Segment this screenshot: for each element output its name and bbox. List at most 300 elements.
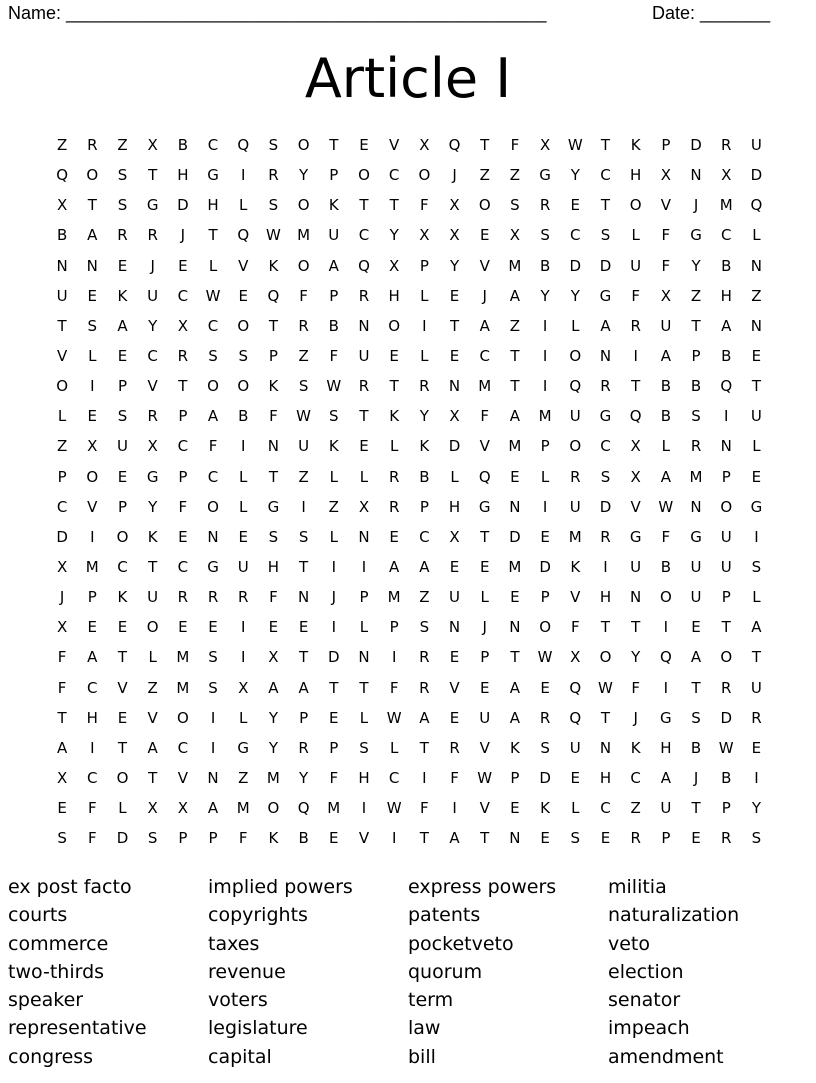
grid-letter[interactable]: E — [691, 829, 701, 848]
grid-letter[interactable]: Q — [629, 407, 642, 426]
grid-letter[interactable]: K — [268, 256, 279, 275]
grid-letter[interactable]: B — [419, 467, 430, 486]
grid-letter[interactable]: O — [388, 316, 401, 335]
grid-letter[interactable]: R — [388, 467, 400, 486]
grid-letter[interactable]: R — [630, 829, 641, 848]
grid-letter[interactable]: Q — [267, 286, 280, 305]
grid-letter[interactable]: R — [630, 316, 641, 335]
grid-letter[interactable]: D — [448, 437, 461, 456]
grid-letter[interactable]: X — [449, 196, 460, 215]
grid-letter[interactable]: G — [750, 497, 763, 516]
grid-letter[interactable]: A — [509, 407, 521, 426]
grid-letter[interactable]: Q — [358, 256, 370, 275]
grid-letter[interactable]: E — [389, 527, 399, 546]
grid-letter[interactable]: I — [241, 166, 246, 185]
grid-letter[interactable]: N — [448, 377, 461, 396]
grid-letter[interactable]: F — [420, 799, 429, 818]
grid-letter[interactable]: S — [57, 829, 67, 848]
grid-letter[interactable]: L — [359, 618, 369, 637]
grid-letter[interactable]: W — [265, 226, 281, 245]
grid-letter[interactable]: J — [180, 226, 186, 245]
grid-letter[interactable]: S — [298, 527, 309, 546]
grid-letter[interactable]: F — [269, 407, 278, 426]
grid-letter[interactable]: R — [721, 136, 732, 155]
grid-letter[interactable]: G — [629, 527, 642, 546]
grid-letter[interactable]: P — [691, 347, 701, 366]
grid-letter[interactable]: C — [207, 316, 219, 335]
grid-letter[interactable]: P — [540, 437, 550, 456]
grid-letter[interactable]: Q — [237, 136, 250, 155]
grid-letter[interactable]: B — [721, 769, 732, 788]
grid-letter[interactable]: X — [660, 166, 671, 185]
grid-letter[interactable]: Q — [659, 648, 672, 667]
grid-letter[interactable]: U — [116, 437, 128, 456]
grid-letter[interactable]: G — [146, 196, 159, 215]
grid-letter[interactable]: S — [691, 708, 701, 727]
grid-letter[interactable]: T — [148, 769, 158, 788]
grid-letter[interactable]: I — [663, 678, 669, 697]
grid-letter[interactable]: M — [568, 527, 582, 546]
grid-letter[interactable]: T — [389, 377, 399, 396]
grid-letter[interactable]: U — [569, 497, 581, 516]
grid-letter[interactable]: R — [358, 286, 370, 305]
grid-letter[interactable]: T — [389, 196, 399, 215]
grid-letter[interactable]: Z — [238, 769, 249, 788]
grid-letter[interactable]: C — [207, 467, 219, 486]
grid-letter[interactable]: S — [600, 226, 611, 245]
grid-letter[interactable]: N — [599, 738, 612, 757]
grid-letter[interactable]: Q — [750, 196, 763, 215]
grid-letter[interactable]: A — [419, 558, 430, 577]
grid-letter[interactable]: P — [87, 588, 97, 607]
grid-letter[interactable]: F — [299, 286, 308, 305]
grid-letter[interactable]: U — [237, 558, 249, 577]
grid-letter[interactable]: P — [117, 377, 127, 396]
grid-letter[interactable]: I — [361, 558, 367, 577]
grid-letter[interactable]: N — [509, 829, 521, 848]
grid-letter[interactable]: C — [117, 558, 128, 577]
grid-letter[interactable]: Y — [570, 286, 580, 305]
grid-letter[interactable]: B — [721, 347, 732, 366]
grid-letter[interactable]: V — [56, 347, 68, 366]
grid-letter[interactable]: T — [600, 196, 611, 215]
grid-letter[interactable]: P — [540, 588, 550, 607]
grid-letter[interactable]: Z — [509, 316, 521, 335]
grid-letter[interactable]: M — [508, 256, 522, 275]
grid-letter[interactable]: J — [452, 166, 457, 185]
grid-letter[interactable]: E — [117, 256, 128, 275]
grid-letter[interactable]: I — [422, 316, 427, 335]
grid-letter[interactable]: E — [178, 527, 188, 546]
grid-letter[interactable]: S — [208, 347, 218, 366]
grid-letter[interactable]: O — [237, 377, 250, 396]
grid-letter[interactable]: K — [419, 437, 430, 456]
grid-letter[interactable]: E — [479, 678, 490, 697]
grid-letter[interactable]: P — [299, 708, 309, 727]
grid-letter[interactable]: F — [661, 527, 671, 546]
grid-letter[interactable]: R — [298, 738, 309, 757]
grid-letter[interactable]: W — [567, 136, 583, 155]
grid-letter[interactable]: M — [508, 437, 522, 456]
grid-letter[interactable]: M — [176, 678, 190, 697]
grid-letter[interactable]: H — [660, 738, 672, 757]
grid-letter[interactable]: E — [268, 618, 279, 637]
grid-letter[interactable]: W — [658, 497, 674, 516]
grid-letter[interactable]: X — [660, 286, 671, 305]
grid-letter[interactable]: K — [389, 407, 400, 426]
grid-letter[interactable]: E — [510, 799, 520, 818]
grid-letter[interactable]: T — [691, 678, 701, 697]
grid-letter[interactable]: R — [449, 738, 460, 757]
grid-letter[interactable]: X — [358, 497, 370, 516]
grid-letter[interactable]: V — [479, 256, 490, 275]
grid-letter[interactable]: I — [331, 618, 336, 637]
grid-letter[interactable]: S — [751, 829, 762, 848]
grid-letter[interactable]: X — [509, 226, 521, 245]
grid-letter[interactable]: A — [690, 648, 702, 667]
grid-letter[interactable]: S — [117, 407, 128, 426]
grid-letter[interactable]: E — [540, 527, 550, 546]
grid-letter[interactable]: V — [87, 497, 98, 516]
grid-letter[interactable]: U — [479, 708, 491, 727]
grid-letter[interactable]: S — [540, 738, 550, 757]
grid-letter[interactable]: Y — [148, 497, 158, 516]
grid-letter[interactable]: R — [177, 347, 189, 366]
grid-letter[interactable]: C — [419, 527, 430, 546]
grid-letter[interactable]: F — [329, 769, 339, 788]
grid-letter[interactable]: V — [479, 799, 490, 818]
grid-letter[interactable]: U — [147, 588, 159, 607]
grid-letter[interactable]: T — [449, 316, 460, 335]
grid-letter[interactable]: K — [540, 799, 551, 818]
grid-letter[interactable]: C — [600, 437, 611, 456]
grid-letter[interactable]: O — [146, 618, 159, 637]
grid-letter[interactable]: Z — [419, 588, 430, 607]
grid-letter[interactable]: O — [720, 648, 733, 667]
grid-letter[interactable]: U — [750, 407, 762, 426]
grid-letter[interactable]: L — [208, 256, 218, 275]
grid-letter[interactable]: P — [329, 286, 339, 305]
grid-letter[interactable]: E — [298, 618, 309, 637]
grid-letter[interactable]: G — [146, 467, 159, 486]
grid-letter[interactable]: A — [147, 738, 158, 757]
grid-letter[interactable]: L — [88, 347, 97, 366]
grid-letter[interactable]: T — [480, 527, 490, 546]
grid-letter[interactable]: C — [87, 678, 98, 697]
grid-letter[interactable]: T — [419, 738, 429, 757]
grid-letter[interactable]: X — [177, 799, 188, 818]
grid-letter[interactable]: C — [388, 166, 400, 185]
grid-letter[interactable]: S — [329, 407, 339, 426]
grid-letter[interactable]: J — [150, 256, 155, 275]
grid-letter[interactable]: T — [268, 316, 278, 335]
grid-letter[interactable]: T — [208, 226, 218, 245]
grid-letter[interactable]: E — [178, 618, 188, 637]
grid-letter[interactable]: K — [268, 377, 279, 396]
grid-letter[interactable]: O — [86, 166, 99, 185]
grid-letter[interactable]: F — [570, 618, 580, 637]
grid-letter[interactable]: T — [178, 377, 188, 396]
grid-letter[interactable]: A — [389, 558, 400, 577]
grid-letter[interactable]: B — [660, 407, 671, 426]
grid-letter[interactable]: X — [630, 437, 641, 456]
grid-letter[interactable]: G — [237, 738, 250, 757]
grid-letter[interactable]: I — [724, 407, 729, 426]
grid-letter[interactable]: E — [751, 347, 762, 366]
grid-letter[interactable]: B — [660, 377, 671, 396]
grid-letter[interactable]: V — [389, 136, 400, 155]
grid-letter[interactable]: O — [720, 497, 733, 516]
grid-letter[interactable]: P — [208, 829, 218, 848]
grid-letter[interactable]: X — [56, 769, 68, 788]
grid-letter[interactable]: I — [542, 377, 548, 396]
grid-letter[interactable]: F — [631, 286, 640, 305]
grid-letter[interactable]: Y — [268, 708, 278, 727]
grid-letter[interactable]: E — [449, 347, 460, 366]
grid-letter[interactable]: M — [297, 226, 311, 245]
grid-letter[interactable]: E — [751, 467, 762, 486]
grid-letter[interactable]: T — [359, 196, 369, 215]
grid-letter[interactable]: D — [116, 829, 129, 848]
grid-letter[interactable]: K — [630, 136, 641, 155]
grid-letter[interactable]: D — [720, 708, 732, 727]
grid-letter[interactable]: F — [661, 256, 671, 275]
grid-letter[interactable]: A — [509, 286, 521, 305]
grid-letter[interactable]: E — [359, 136, 369, 155]
grid-letter[interactable]: P — [117, 497, 127, 516]
grid-letter[interactable]: R — [207, 588, 219, 607]
grid-letter[interactable]: D — [569, 256, 582, 275]
grid-letter[interactable]: X — [268, 648, 279, 667]
grid-letter[interactable]: Q — [569, 377, 582, 396]
grid-letter[interactable]: Y — [631, 648, 641, 667]
grid-letter[interactable]: O — [629, 196, 642, 215]
grid-letter[interactable]: Q — [297, 799, 310, 818]
grid-letter[interactable]: T — [87, 196, 97, 215]
grid-letter[interactable]: R — [721, 678, 732, 697]
grid-letter[interactable]: M — [689, 467, 703, 486]
grid-letter[interactable]: T — [510, 347, 520, 366]
grid-letter[interactable]: E — [479, 558, 490, 577]
grid-letter[interactable]: Y — [751, 799, 761, 818]
grid-letter[interactable]: R — [147, 226, 158, 245]
grid-letter[interactable]: A — [509, 708, 521, 727]
grid-letter[interactable]: A — [328, 256, 339, 275]
grid-letter[interactable]: E — [510, 467, 520, 486]
grid-letter[interactable]: B — [721, 256, 732, 275]
grid-letter[interactable]: E — [117, 467, 128, 486]
grid-letter[interactable]: M — [236, 799, 250, 818]
grid-letter[interactable]: O — [86, 467, 99, 486]
grid-letter[interactable]: A — [207, 407, 219, 426]
grid-letter[interactable]: A — [600, 316, 611, 335]
grid-letter[interactable]: B — [298, 829, 309, 848]
grid-letter[interactable]: N — [599, 347, 612, 366]
grid-letter[interactable]: M — [478, 377, 492, 396]
grid-letter[interactable]: F — [631, 678, 640, 697]
grid-letter[interactable]: A — [87, 226, 98, 245]
grid-letter[interactable]: Y — [389, 226, 399, 245]
grid-letter[interactable]: C — [630, 769, 641, 788]
grid-letter[interactable]: P — [178, 407, 188, 426]
grid-letter[interactable]: L — [389, 437, 399, 456]
grid-letter[interactable]: O — [539, 618, 551, 637]
grid-letter[interactable]: A — [721, 316, 732, 335]
grid-letter[interactable]: K — [117, 286, 128, 305]
grid-letter[interactable]: J — [482, 618, 487, 637]
grid-letter[interactable]: T — [117, 738, 128, 757]
grid-letter[interactable]: N — [358, 648, 370, 667]
grid-letter[interactable]: Z — [690, 286, 702, 305]
grid-letter[interactable]: N — [750, 256, 763, 275]
grid-letter[interactable]: H — [86, 708, 98, 727]
grid-letter[interactable]: S — [540, 226, 550, 245]
grid-letter[interactable]: A — [117, 316, 128, 335]
grid-letter[interactable]: C — [56, 497, 68, 516]
grid-letter[interactable]: I — [331, 558, 336, 577]
grid-letter[interactable]: W — [386, 799, 402, 818]
grid-letter[interactable]: C — [177, 558, 189, 577]
grid-letter[interactable]: U — [690, 588, 702, 607]
grid-letter[interactable]: L — [631, 226, 640, 245]
grid-letter[interactable]: T — [691, 799, 701, 818]
grid-letter[interactable]: K — [570, 558, 581, 577]
grid-letter[interactable]: C — [87, 769, 98, 788]
grid-letter[interactable]: R — [388, 497, 400, 516]
grid-letter[interactable]: Q — [478, 467, 491, 486]
grid-letter[interactable]: E — [449, 708, 460, 727]
grid-letter[interactable]: Y — [299, 769, 309, 788]
grid-letter[interactable]: A — [268, 678, 279, 697]
grid-letter[interactable]: T — [419, 829, 429, 848]
grid-letter[interactable]: R — [238, 588, 249, 607]
grid-letter[interactable]: E — [87, 407, 98, 426]
grid-letter[interactable]: X — [147, 136, 158, 155]
grid-letter[interactable]: W — [205, 286, 221, 305]
grid-letter[interactable]: Z — [298, 467, 309, 486]
grid-letter[interactable]: A — [449, 829, 460, 848]
grid-letter[interactable]: L — [359, 708, 369, 727]
grid-letter[interactable]: V — [660, 196, 671, 215]
grid-letter[interactable]: X — [56, 618, 68, 637]
grid-letter[interactable]: F — [420, 196, 429, 215]
grid-letter[interactable]: D — [328, 648, 340, 667]
grid-letter[interactable]: I — [542, 316, 548, 335]
grid-letter[interactable]: N — [630, 588, 642, 607]
grid-letter[interactable]: T — [721, 618, 731, 637]
grid-letter[interactable]: P — [419, 256, 429, 275]
grid-letter[interactable]: C — [177, 738, 189, 757]
grid-letter[interactable]: R — [600, 527, 611, 546]
grid-letter[interactable]: B — [328, 316, 339, 335]
grid-letter[interactable]: T — [299, 648, 309, 667]
grid-letter[interactable]: V — [449, 678, 460, 697]
grid-letter[interactable]: E — [329, 829, 339, 848]
grid-letter[interactable]: J — [331, 588, 336, 607]
grid-letter[interactable]: T — [57, 708, 67, 727]
grid-letter[interactable]: U — [720, 558, 732, 577]
grid-letter[interactable]: E — [691, 618, 701, 637]
grid-letter[interactable]: O — [418, 166, 431, 185]
grid-letter[interactable]: S — [87, 316, 98, 335]
grid-letter[interactable]: R — [177, 588, 189, 607]
grid-letter[interactable]: E — [540, 829, 550, 848]
grid-letter[interactable]: I — [241, 648, 246, 667]
grid-letter[interactable]: E — [389, 347, 399, 366]
grid-letter[interactable]: S — [208, 648, 218, 667]
grid-letter[interactable]: Z — [751, 286, 762, 305]
grid-letter[interactable]: R — [539, 708, 551, 727]
grid-letter[interactable]: F — [329, 347, 339, 366]
grid-letter[interactable]: P — [178, 467, 188, 486]
grid-letter[interactable]: A — [419, 708, 430, 727]
grid-letter[interactable]: C — [600, 166, 611, 185]
grid-letter[interactable]: K — [268, 829, 279, 848]
grid-letter[interactable]: T — [600, 618, 611, 637]
grid-letter[interactable]: Z — [630, 799, 641, 818]
grid-letter[interactable]: X — [449, 527, 460, 546]
grid-letter[interactable]: L — [389, 738, 399, 757]
grid-letter[interactable]: W — [296, 407, 312, 426]
grid-letter[interactable]: N — [509, 497, 521, 516]
grid-letter[interactable]: N — [267, 437, 280, 456]
grid-letter[interactable]: X — [721, 166, 732, 185]
grid-letter[interactable]: L — [480, 588, 489, 607]
grid-letter[interactable]: S — [117, 166, 128, 185]
grid-letter[interactable]: G — [539, 166, 551, 185]
grid-letter[interactable]: B — [56, 226, 68, 245]
grid-letter[interactable]: U — [750, 678, 762, 697]
grid-letter[interactable]: I — [754, 527, 759, 546]
grid-letter[interactable]: Q — [569, 708, 582, 727]
grid-letter[interactable]: Y — [419, 407, 429, 426]
grid-letter[interactable]: L — [148, 648, 157, 667]
grid-letter[interactable]: M — [719, 196, 733, 215]
grid-letter[interactable]: A — [660, 769, 671, 788]
grid-letter[interactable]: E — [117, 618, 128, 637]
grid-letter[interactable]: U — [660, 799, 672, 818]
grid-letter[interactable]: Z — [298, 347, 309, 366]
grid-letter[interactable]: T — [631, 618, 641, 637]
grid-letter[interactable]: T — [510, 377, 520, 396]
grid-letter[interactable]: E — [600, 829, 611, 848]
grid-letter[interactable]: L — [752, 437, 761, 456]
grid-letter[interactable]: O — [297, 196, 310, 215]
grid-letter[interactable]: M — [387, 588, 401, 607]
grid-letter[interactable]: G — [207, 558, 219, 577]
grid-letter[interactable]: E — [751, 738, 762, 757]
grid-letter[interactable]: H — [599, 588, 612, 607]
grid-letter[interactable]: C — [600, 799, 611, 818]
grid-letter[interactable]: G — [478, 497, 491, 516]
grid-letter[interactable]: L — [57, 407, 67, 426]
grid-letter[interactable]: O — [267, 799, 280, 818]
grid-letter[interactable]: I — [301, 497, 306, 516]
grid-letter[interactable]: X — [147, 799, 158, 818]
grid-letter[interactable]: K — [147, 527, 158, 546]
grid-letter[interactable]: O — [237, 316, 250, 335]
grid-letter[interactable]: K — [630, 738, 641, 757]
grid-letter[interactable]: B — [177, 136, 188, 155]
grid-letter[interactable]: O — [569, 347, 582, 366]
grid-letter[interactable]: R — [87, 136, 98, 155]
grid-letter[interactable]: H — [207, 196, 219, 215]
grid-letter[interactable]: M — [176, 648, 190, 667]
grid-letter[interactable]: O — [207, 377, 219, 396]
grid-letter[interactable]: F — [269, 588, 278, 607]
grid-letter[interactable]: L — [239, 196, 248, 215]
grid-letter[interactable]: D — [509, 527, 521, 546]
